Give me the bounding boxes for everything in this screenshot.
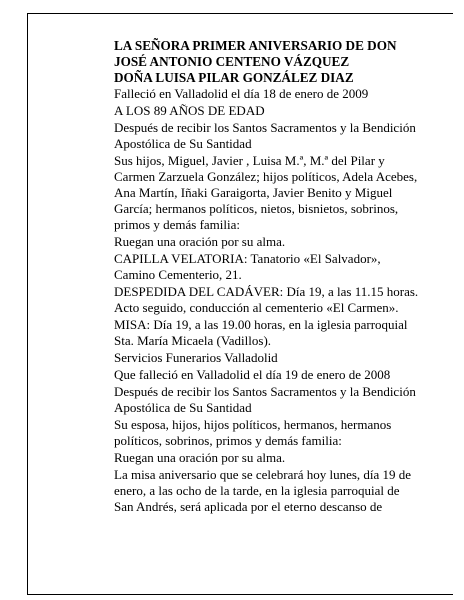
farewell-info: DESPEDIDA DEL CADÁVER: Día 19, a las 11.15 horas. Acto seguido, conducción al cementerio «El Carmen». [114,284,419,315]
sacraments-line: Después de recibir los Santos Sacramentos y la Bendición Apostólica de Su Santidad [114,120,416,151]
age-line: A LOS 89 AÑOS DE EDAD [114,103,265,118]
heading-line-2: JOSÉ ANTONIO CENTENO VÁZQUEZ [114,54,350,69]
second-death-date: Que falleció en Valladolid el día 19 de enero de 2008 [114,367,391,382]
family-list: Sus hijos, Miguel, Javier , Luisa M.ª, M.ª del Pilar y Carmen Zarzuela González; hijos políticos, Adela Acebes, Ana Martín, Iñaki Garaigorta, Javier Benito y Miguel García; hermanos políticos, nietos, bisnietos, sobrinos, primos y demás familia: [114,153,418,232]
prayer-request: Ruegan una oración por su alma. [114,234,286,249]
anniversary-mass-info: La misa aniversario que se celebrará hoy lunes, día 19 de enero, a las ocho de la tarde, en la iglesia parroquial de San Andrés, será aplicada por el eterno descanso de [114,467,412,514]
heading-line-3: DOÑA LUISA PILAR GONZÁLEZ DIAZ [114,70,354,85]
funeral-services: Servicios Funerarios Valladolid [114,350,278,365]
second-prayer-request: Ruegan una oración por su alma. [114,450,286,465]
death-date: Falleció en Valladolid el día 18 de enero de 2009 [114,86,369,101]
mass-info: MISA: Día 19, a las 19.00 horas, en la iglesia parroquial Sta. María Micaela (Vadillos). [114,317,408,348]
second-sacraments-line: Después de recibir los Santos Sacramentos y la Bendición Apostólica de Su Santidad [114,384,416,415]
heading-line-1: LA SEÑORA PRIMER ANIVERSARIO DE DON [114,38,397,53]
second-family-list: Su esposa, hijos, hijos políticos, hermanos, hermanos políticos, sobrinos, primos y demás familia: [114,417,392,448]
chapel-info: CAPILLA VELATORIA: Tanatorio «El Salvador», Camino Cementerio, 21. [114,251,381,282]
obituary-notice [114,38,420,516]
